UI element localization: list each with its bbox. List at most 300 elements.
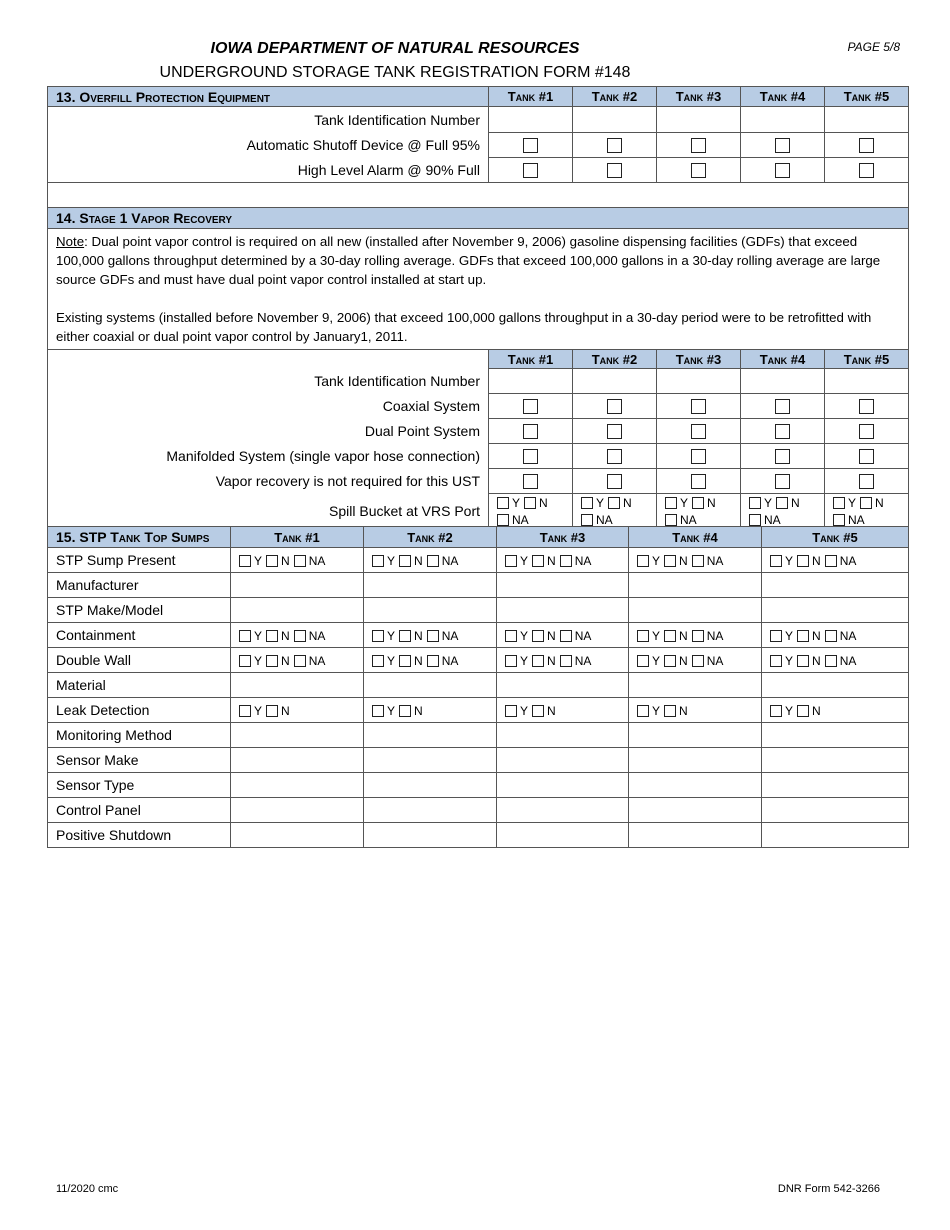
double-wall-tank-3-y-checkbox[interactable] bbox=[505, 655, 517, 667]
leak-detection-tank-3-n-checkbox[interactable] bbox=[532, 705, 544, 717]
control-panel-tank-2-field[interactable] bbox=[364, 798, 497, 823]
dual-point-tank-4-checkbox[interactable] bbox=[775, 424, 790, 439]
n-label: N bbox=[414, 704, 423, 719]
s14-tank-4-id-field[interactable] bbox=[741, 369, 825, 394]
sensor-make-tank-3-field[interactable] bbox=[497, 748, 629, 773]
make-model-tank-3-field[interactable] bbox=[497, 598, 629, 623]
sump-present-tank-1-y-checkbox[interactable] bbox=[239, 555, 251, 567]
containment-tank-5-na-checkbox[interactable] bbox=[825, 630, 837, 642]
control-panel-tank-3-field[interactable] bbox=[497, 798, 629, 823]
manifolded-tank-1-checkbox[interactable] bbox=[523, 449, 538, 464]
leak-detection-tank-1-y-checkbox[interactable] bbox=[239, 705, 251, 717]
note-label: Note bbox=[56, 234, 85, 249]
na-label: NA bbox=[574, 629, 592, 644]
n-label: N bbox=[547, 654, 556, 669]
containment-tank-4-na-checkbox[interactable] bbox=[692, 630, 704, 642]
double-wall-tank-5-na-checkbox[interactable] bbox=[825, 655, 837, 667]
make-model-tank-2-field[interactable] bbox=[364, 598, 497, 623]
spill-tank-4-na-checkbox[interactable] bbox=[749, 514, 761, 526]
n-label: N bbox=[547, 629, 556, 644]
n-label: N bbox=[812, 554, 821, 569]
note-text: : Dual point vapor control is required on all new (installed after November 9, 2006) gasoline dispensing facilities (GDFs) that exceed 100,000 gallons throughput determined by a 30-day rolling average. GDFs that exceed 100,000 gallons in a 30-day rolling average are large source GDFs and must have dual point vapor control installed at start up. bbox=[56, 234, 881, 287]
s15-sump-present-label: STP Sump Present bbox=[48, 548, 231, 573]
spill-tank-5-na-checkbox[interactable] bbox=[833, 514, 845, 526]
double-wall-tank-2-options bbox=[364, 648, 497, 673]
na-label: NA bbox=[706, 629, 724, 644]
coaxial-tank-4-checkbox[interactable] bbox=[775, 399, 790, 414]
footer-date: 11/2020 cmc bbox=[56, 1183, 119, 1195]
n-label: N bbox=[812, 629, 821, 644]
double-wall-tank-3-n-checkbox[interactable] bbox=[532, 655, 544, 667]
section-14-title: 14. Stage 1 Vapor Recovery bbox=[48, 208, 909, 229]
s14-tank-3-header: Tank #3 bbox=[657, 350, 741, 369]
y-label: Y bbox=[254, 554, 263, 569]
n-label: N bbox=[281, 654, 290, 669]
s15-sensor-type-row bbox=[48, 773, 909, 798]
coaxial-tank-2-checkbox[interactable] bbox=[607, 399, 622, 414]
leak-detection-tank-2-n-checkbox[interactable] bbox=[399, 705, 411, 717]
na-label: NA bbox=[574, 554, 592, 569]
s15-positive-shutdown-row bbox=[48, 823, 909, 848]
double-wall-tank-4-options bbox=[629, 648, 762, 673]
sections-13-14-table bbox=[47, 86, 909, 529]
not-required-tank-2-checkbox[interactable] bbox=[607, 474, 622, 489]
n-label: N bbox=[414, 654, 423, 669]
sump-present-tank-1-options bbox=[231, 548, 364, 573]
not-required-tank-4-checkbox[interactable] bbox=[775, 474, 790, 489]
sump-present-tank-5-na-checkbox[interactable] bbox=[825, 555, 837, 567]
na-label: NA bbox=[308, 629, 326, 644]
make-model-tank-1-field[interactable] bbox=[231, 598, 364, 623]
alarm-tank-2-checkbox[interactable] bbox=[607, 163, 622, 178]
spill-tank-5-y-checkbox[interactable] bbox=[833, 497, 845, 509]
auto-shutoff-tank-1-checkbox[interactable] bbox=[523, 138, 538, 153]
leak-detection-tank-5-options bbox=[762, 698, 909, 723]
spill-tank-2-y-checkbox[interactable] bbox=[581, 497, 593, 509]
s14-tank-5-id-field[interactable] bbox=[825, 369, 909, 394]
leak-detection-tank-5-y-checkbox[interactable] bbox=[770, 705, 782, 717]
y-label: Y bbox=[520, 654, 529, 669]
na-label: NA bbox=[764, 512, 781, 527]
double-wall-tank-2-n-checkbox[interactable] bbox=[399, 655, 411, 667]
s15-manufacturer-row bbox=[48, 573, 909, 598]
leak-detection-tank-4-options bbox=[629, 698, 762, 723]
leak-detection-tank-1-options bbox=[231, 698, 364, 723]
spill-tank-1-n-checkbox[interactable] bbox=[524, 497, 536, 509]
leak-detection-tank-2-y-checkbox[interactable] bbox=[372, 705, 384, 717]
double-wall-tank-4-n-checkbox[interactable] bbox=[664, 655, 676, 667]
s14-dual-point-row bbox=[48, 419, 909, 444]
y-label: Y bbox=[520, 704, 529, 719]
y-label: Y bbox=[764, 495, 773, 510]
s14-tank-2-id-field[interactable] bbox=[573, 369, 657, 394]
containment-tank-5-n-checkbox[interactable] bbox=[797, 630, 809, 642]
s15-tank-5-header: Tank #5 bbox=[762, 527, 909, 548]
spill-bucket-tank-1 bbox=[489, 494, 573, 529]
positive-shutdown-tank-1-field[interactable] bbox=[231, 823, 364, 848]
s13-auto-shutoff-label: Automatic Shutoff Device @ Full 95% bbox=[48, 133, 489, 158]
make-model-tank-4-field[interactable] bbox=[629, 598, 762, 623]
na-label: NA bbox=[441, 554, 459, 569]
s13-tank-5-id-field[interactable] bbox=[825, 107, 909, 133]
double-wall-tank-2-na-checkbox[interactable] bbox=[427, 655, 439, 667]
alarm-tank-3-checkbox[interactable] bbox=[691, 163, 706, 178]
n-label: N bbox=[679, 554, 688, 569]
section-13-header-row bbox=[48, 87, 909, 107]
y-label: Y bbox=[680, 495, 689, 510]
n-label: N bbox=[281, 554, 290, 569]
double-wall-tank-5-y-checkbox[interactable] bbox=[770, 655, 782, 667]
s14-tank-3-id-field[interactable] bbox=[657, 369, 741, 394]
section-14-header-row bbox=[48, 208, 909, 229]
s14-note-row bbox=[48, 229, 909, 350]
s13-tank-id-row bbox=[48, 107, 909, 133]
containment-tank-5-options bbox=[762, 623, 909, 648]
sensor-make-tank-1-field[interactable] bbox=[231, 748, 364, 773]
dual-point-tank-2-checkbox[interactable] bbox=[607, 424, 622, 439]
s15-control-panel-row bbox=[48, 798, 909, 823]
na-label: NA bbox=[706, 654, 724, 669]
coaxial-tank-5-checkbox[interactable] bbox=[859, 399, 874, 414]
na-label: NA bbox=[680, 512, 697, 527]
s15-monitoring-method-row bbox=[48, 723, 909, 748]
leak-detection-tank-1-n-checkbox[interactable] bbox=[266, 705, 278, 717]
section-15-table bbox=[47, 526, 909, 848]
double-wall-tank-3-options bbox=[497, 648, 629, 673]
s14-not-required-label: Vapor recovery is not required for this UST bbox=[48, 469, 489, 494]
double-wall-tank-1-na-checkbox[interactable] bbox=[294, 655, 306, 667]
sump-present-tank-4-na-checkbox[interactable] bbox=[692, 555, 704, 567]
coaxial-tank-1-checkbox[interactable] bbox=[523, 399, 538, 414]
material-tank-5-field[interactable] bbox=[762, 673, 909, 698]
page-number: PAGE 5/8 bbox=[847, 40, 900, 54]
sensor-type-tank-1-field[interactable] bbox=[231, 773, 364, 798]
sensor-make-tank-2-field[interactable] bbox=[364, 748, 497, 773]
tank-2-header: Tank #2 bbox=[573, 87, 657, 107]
leak-detection-tank-4-y-checkbox[interactable] bbox=[637, 705, 649, 717]
spill-tank-3-y-checkbox[interactable] bbox=[665, 497, 677, 509]
not-required-tank-3-checkbox[interactable] bbox=[691, 474, 706, 489]
s15-material-label: Material bbox=[48, 673, 231, 698]
double-wall-tank-1-y-checkbox[interactable] bbox=[239, 655, 251, 667]
dual-point-tank-3-checkbox[interactable] bbox=[691, 424, 706, 439]
na-label: NA bbox=[441, 629, 459, 644]
na-label: NA bbox=[839, 654, 857, 669]
sensor-type-tank-3-field[interactable] bbox=[497, 773, 629, 798]
double-wall-tank-4-y-checkbox[interactable] bbox=[637, 655, 649, 667]
n-label: N bbox=[791, 495, 800, 510]
containment-tank-3-y-checkbox[interactable] bbox=[505, 630, 517, 642]
y-label: Y bbox=[652, 654, 661, 669]
s14-note bbox=[48, 229, 909, 350]
containment-tank-1-na-checkbox[interactable] bbox=[294, 630, 306, 642]
section-15-title: 15. STP Tank Top Sumps bbox=[48, 527, 231, 548]
s15-double-wall-label: Double Wall bbox=[48, 648, 231, 673]
s13-tank-3-id-field[interactable] bbox=[657, 107, 741, 133]
na-label: NA bbox=[512, 512, 529, 527]
section-13-title: 13. Overfill Protection Equipment bbox=[48, 87, 489, 107]
monitoring-method-tank-2-field[interactable] bbox=[364, 723, 497, 748]
n-label: N bbox=[679, 704, 688, 719]
sump-present-tank-3-n-checkbox[interactable] bbox=[532, 555, 544, 567]
form-title: UNDERGROUND STORAGE TANK REGISTRATION FORM #148 bbox=[159, 64, 631, 81]
auto-shutoff-tank-5-checkbox[interactable] bbox=[859, 138, 874, 153]
containment-tank-4-options bbox=[629, 623, 762, 648]
n-label: N bbox=[812, 704, 821, 719]
s14-tank-2-header: Tank #2 bbox=[573, 350, 657, 369]
double-wall-tank-4-na-checkbox[interactable] bbox=[692, 655, 704, 667]
s15-sensor-type-label: Sensor Type bbox=[48, 773, 231, 798]
n-label: N bbox=[679, 629, 688, 644]
s14-tank-1-header: Tank #1 bbox=[489, 350, 573, 369]
control-panel-tank-5-field[interactable] bbox=[762, 798, 909, 823]
manufacturer-tank-5-field[interactable] bbox=[762, 573, 909, 598]
spill-tank-2-na-checkbox[interactable] bbox=[581, 514, 593, 526]
y-label: Y bbox=[652, 704, 661, 719]
y-label: Y bbox=[652, 554, 661, 569]
sump-present-tank-4-options bbox=[629, 548, 762, 573]
containment-tank-4-n-checkbox[interactable] bbox=[664, 630, 676, 642]
s15-sensor-make-label: Sensor Make bbox=[48, 748, 231, 773]
s14-coaxial-label: Coaxial System bbox=[48, 394, 489, 419]
manifolded-tank-2-checkbox[interactable] bbox=[607, 449, 622, 464]
s14-spill-bucket-row bbox=[48, 494, 909, 529]
s14-tank-id-label: Tank Identification Number bbox=[48, 369, 489, 394]
containment-tank-2-n-checkbox[interactable] bbox=[399, 630, 411, 642]
dual-point-tank-1-checkbox[interactable] bbox=[523, 424, 538, 439]
y-label: Y bbox=[785, 704, 794, 719]
na-label: NA bbox=[441, 654, 459, 669]
n-label: N bbox=[812, 654, 821, 669]
monitoring-method-tank-1-field[interactable] bbox=[231, 723, 364, 748]
n-label: N bbox=[547, 554, 556, 569]
containment-tank-2-na-checkbox[interactable] bbox=[427, 630, 439, 642]
sump-present-tank-2-options bbox=[364, 548, 497, 573]
manifolded-tank-3-checkbox[interactable] bbox=[691, 449, 706, 464]
spill-tank-1-y-checkbox[interactable] bbox=[497, 497, 509, 509]
manufacturer-tank-4-field[interactable] bbox=[629, 573, 762, 598]
s15-tank-2-header: Tank #2 bbox=[364, 527, 497, 548]
containment-tank-1-y-checkbox[interactable] bbox=[239, 630, 251, 642]
spill-tank-4-y-checkbox[interactable] bbox=[749, 497, 761, 509]
sump-present-tank-5-n-checkbox[interactable] bbox=[797, 555, 809, 567]
s15-containment-label: Containment bbox=[48, 623, 231, 648]
double-wall-tank-5-n-checkbox[interactable] bbox=[797, 655, 809, 667]
containment-tank-3-na-checkbox[interactable] bbox=[560, 630, 572, 642]
y-label: Y bbox=[254, 629, 263, 644]
manufacturer-tank-2-field[interactable] bbox=[364, 573, 497, 598]
spill-bucket-tank-2 bbox=[573, 494, 657, 529]
containment-tank-1-options bbox=[231, 623, 364, 648]
monitoring-method-tank-4-field[interactable] bbox=[629, 723, 762, 748]
monitoring-method-tank-5-field[interactable] bbox=[762, 723, 909, 748]
sump-present-tank-2-n-checkbox[interactable] bbox=[399, 555, 411, 567]
sensor-type-tank-2-field[interactable] bbox=[364, 773, 497, 798]
sump-present-tank-1-na-checkbox[interactable] bbox=[294, 555, 306, 567]
material-tank-1-field[interactable] bbox=[231, 673, 364, 698]
y-label: Y bbox=[387, 654, 396, 669]
na-label: NA bbox=[308, 654, 326, 669]
s15-leak-detection-row bbox=[48, 698, 909, 723]
sump-present-tank-3-y-checkbox[interactable] bbox=[505, 555, 517, 567]
y-label: Y bbox=[512, 495, 521, 510]
monitoring-method-tank-3-field[interactable] bbox=[497, 723, 629, 748]
s14-tank-5-header: Tank #5 bbox=[825, 350, 909, 369]
sump-present-tank-2-na-checkbox[interactable] bbox=[427, 555, 439, 567]
y-label: Y bbox=[596, 495, 605, 510]
spill-tank-3-n-checkbox[interactable] bbox=[692, 497, 704, 509]
sensor-type-tank-5-field[interactable] bbox=[762, 773, 909, 798]
na-label: NA bbox=[839, 554, 857, 569]
sensor-make-tank-5-field[interactable] bbox=[762, 748, 909, 773]
spill-tank-5-n-checkbox[interactable] bbox=[860, 497, 872, 509]
positive-shutdown-tank-4-field[interactable] bbox=[629, 823, 762, 848]
tank-1-header: Tank #1 bbox=[489, 87, 573, 107]
spill-tank-3-na-checkbox[interactable] bbox=[665, 514, 677, 526]
n-label: N bbox=[414, 554, 423, 569]
leak-detection-tank-3-y-checkbox[interactable] bbox=[505, 705, 517, 717]
alarm-tank-4-checkbox[interactable] bbox=[775, 163, 790, 178]
positive-shutdown-tank-3-field[interactable] bbox=[497, 823, 629, 848]
manufacturer-tank-3-field[interactable] bbox=[497, 573, 629, 598]
material-tank-3-field[interactable] bbox=[497, 673, 629, 698]
na-label: NA bbox=[839, 629, 857, 644]
y-label: Y bbox=[387, 629, 396, 644]
double-wall-tank-2-y-checkbox[interactable] bbox=[372, 655, 384, 667]
na-label: NA bbox=[596, 512, 613, 527]
coaxial-tank-3-checkbox[interactable] bbox=[691, 399, 706, 414]
s15-sensor-make-row bbox=[48, 748, 909, 773]
sump-present-tank-4-n-checkbox[interactable] bbox=[664, 555, 676, 567]
section-15-header-row bbox=[48, 527, 909, 548]
containment-tank-4-y-checkbox[interactable] bbox=[637, 630, 649, 642]
positive-shutdown-tank-2-field[interactable] bbox=[364, 823, 497, 848]
s14-not-required-row bbox=[48, 469, 909, 494]
s15-tank-3-header: Tank #3 bbox=[497, 527, 629, 548]
s13-auto-shutoff-row bbox=[48, 133, 909, 158]
n-label: N bbox=[414, 629, 423, 644]
alarm-tank-5-checkbox[interactable] bbox=[859, 163, 874, 178]
manifolded-tank-4-checkbox[interactable] bbox=[775, 449, 790, 464]
spill-tank-2-n-checkbox[interactable] bbox=[608, 497, 620, 509]
y-label: Y bbox=[254, 654, 263, 669]
sump-present-tank-1-n-checkbox[interactable] bbox=[266, 555, 278, 567]
sump-present-tank-2-y-checkbox[interactable] bbox=[372, 555, 384, 567]
n-label: N bbox=[547, 704, 556, 719]
sump-present-tank-5-y-checkbox[interactable] bbox=[770, 555, 782, 567]
double-wall-tank-3-na-checkbox[interactable] bbox=[560, 655, 572, 667]
material-tank-4-field[interactable] bbox=[629, 673, 762, 698]
control-panel-tank-1-field[interactable] bbox=[231, 798, 364, 823]
footer-form-number: DNR Form 542-3266 bbox=[777, 1183, 880, 1195]
na-label: NA bbox=[848, 512, 865, 527]
n-label: N bbox=[539, 495, 548, 510]
s15-tank-4-header: Tank #4 bbox=[629, 527, 762, 548]
double-wall-tank-1-n-checkbox[interactable] bbox=[266, 655, 278, 667]
not-required-tank-1-checkbox[interactable] bbox=[523, 474, 538, 489]
spill-tank-1-na-checkbox[interactable] bbox=[497, 514, 509, 526]
n-label: N bbox=[623, 495, 632, 510]
note-text-2: Existing systems (installed before November 9, 2006) that exceed 100,000 gallons throughput in a 30-day period were to be retrofitted with either coaxial or dual point vapor control by January1, 2011. bbox=[56, 310, 872, 344]
y-label: Y bbox=[387, 554, 396, 569]
s14-tank-4-header: Tank #4 bbox=[741, 350, 825, 369]
s13-spacer-row bbox=[48, 183, 909, 208]
sump-present-tank-3-options bbox=[497, 548, 629, 573]
s14-tank-1-id-field[interactable] bbox=[489, 369, 573, 394]
agency-title: IOWA DEPARTMENT OF NATURAL RESOURCES bbox=[210, 40, 580, 57]
containment-tank-2-options bbox=[364, 623, 497, 648]
s15-tank-1-header: Tank #1 bbox=[231, 527, 364, 548]
s15-positive-shutdown-label: Positive Shutdown bbox=[48, 823, 231, 848]
s15-make-model-label: STP Make/Model bbox=[48, 598, 231, 623]
s15-material-row bbox=[48, 673, 909, 698]
s13-tank-2-id-field[interactable] bbox=[573, 107, 657, 133]
make-model-tank-5-field[interactable] bbox=[762, 598, 909, 623]
tank-4-header: Tank #4 bbox=[741, 87, 825, 107]
leak-detection-tank-4-n-checkbox[interactable] bbox=[664, 705, 676, 717]
s13-high-level-alarm-label: High Level Alarm @ 90% Full bbox=[48, 158, 489, 183]
material-tank-2-field[interactable] bbox=[364, 673, 497, 698]
containment-tank-1-n-checkbox[interactable] bbox=[266, 630, 278, 642]
s13-tank-4-id-field[interactable] bbox=[741, 107, 825, 133]
n-label: N bbox=[875, 495, 884, 510]
s14-coaxial-row bbox=[48, 394, 909, 419]
spill-tank-4-n-checkbox[interactable] bbox=[776, 497, 788, 509]
spill-bucket-tank-5 bbox=[825, 494, 909, 529]
alarm-tank-1-checkbox[interactable] bbox=[523, 163, 538, 178]
na-label: NA bbox=[574, 654, 592, 669]
y-label: Y bbox=[785, 654, 794, 669]
sump-present-tank-4-y-checkbox[interactable] bbox=[637, 555, 649, 567]
sump-present-tank-5-options bbox=[762, 548, 909, 573]
dual-point-tank-5-checkbox[interactable] bbox=[859, 424, 874, 439]
tank-3-header: Tank #3 bbox=[657, 87, 741, 107]
manifolded-tank-5-checkbox[interactable] bbox=[859, 449, 874, 464]
s13-high-level-alarm-row bbox=[48, 158, 909, 183]
control-panel-tank-4-field[interactable] bbox=[629, 798, 762, 823]
manufacturer-tank-1-field[interactable] bbox=[231, 573, 364, 598]
s13-tank-1-id-field[interactable] bbox=[489, 107, 573, 133]
containment-tank-2-y-checkbox[interactable] bbox=[372, 630, 384, 642]
auto-shutoff-tank-3-checkbox[interactable] bbox=[691, 138, 706, 153]
s14-manifolded-label: Manifolded System (single vapor hose connection) bbox=[48, 444, 489, 469]
containment-tank-3-n-checkbox[interactable] bbox=[532, 630, 544, 642]
sensor-type-tank-4-field[interactable] bbox=[629, 773, 762, 798]
sump-present-tank-3-na-checkbox[interactable] bbox=[560, 555, 572, 567]
positive-shutdown-tank-5-field[interactable] bbox=[762, 823, 909, 848]
auto-shutoff-tank-4-checkbox[interactable] bbox=[775, 138, 790, 153]
s15-containment-row bbox=[48, 623, 909, 648]
y-label: Y bbox=[652, 629, 661, 644]
leak-detection-tank-2-options bbox=[364, 698, 497, 723]
auto-shutoff-tank-2-checkbox[interactable] bbox=[607, 138, 622, 153]
leak-detection-tank-5-n-checkbox[interactable] bbox=[797, 705, 809, 717]
sensor-make-tank-4-field[interactable] bbox=[629, 748, 762, 773]
not-required-tank-5-checkbox[interactable] bbox=[859, 474, 874, 489]
s15-manufacturer-label: Manufacturer bbox=[48, 573, 231, 598]
s15-double-wall-row bbox=[48, 648, 909, 673]
s15-leak-detection-label: Leak Detection bbox=[48, 698, 231, 723]
y-label: Y bbox=[254, 704, 263, 719]
s15-control-panel-label: Control Panel bbox=[48, 798, 231, 823]
containment-tank-5-y-checkbox[interactable] bbox=[770, 630, 782, 642]
y-label: Y bbox=[785, 629, 794, 644]
y-label: Y bbox=[520, 629, 529, 644]
spill-bucket-tank-4 bbox=[741, 494, 825, 529]
s14-manifolded-row bbox=[48, 444, 909, 469]
s13-tank-id-label: Tank Identification Number bbox=[48, 107, 489, 133]
y-label: Y bbox=[848, 495, 857, 510]
